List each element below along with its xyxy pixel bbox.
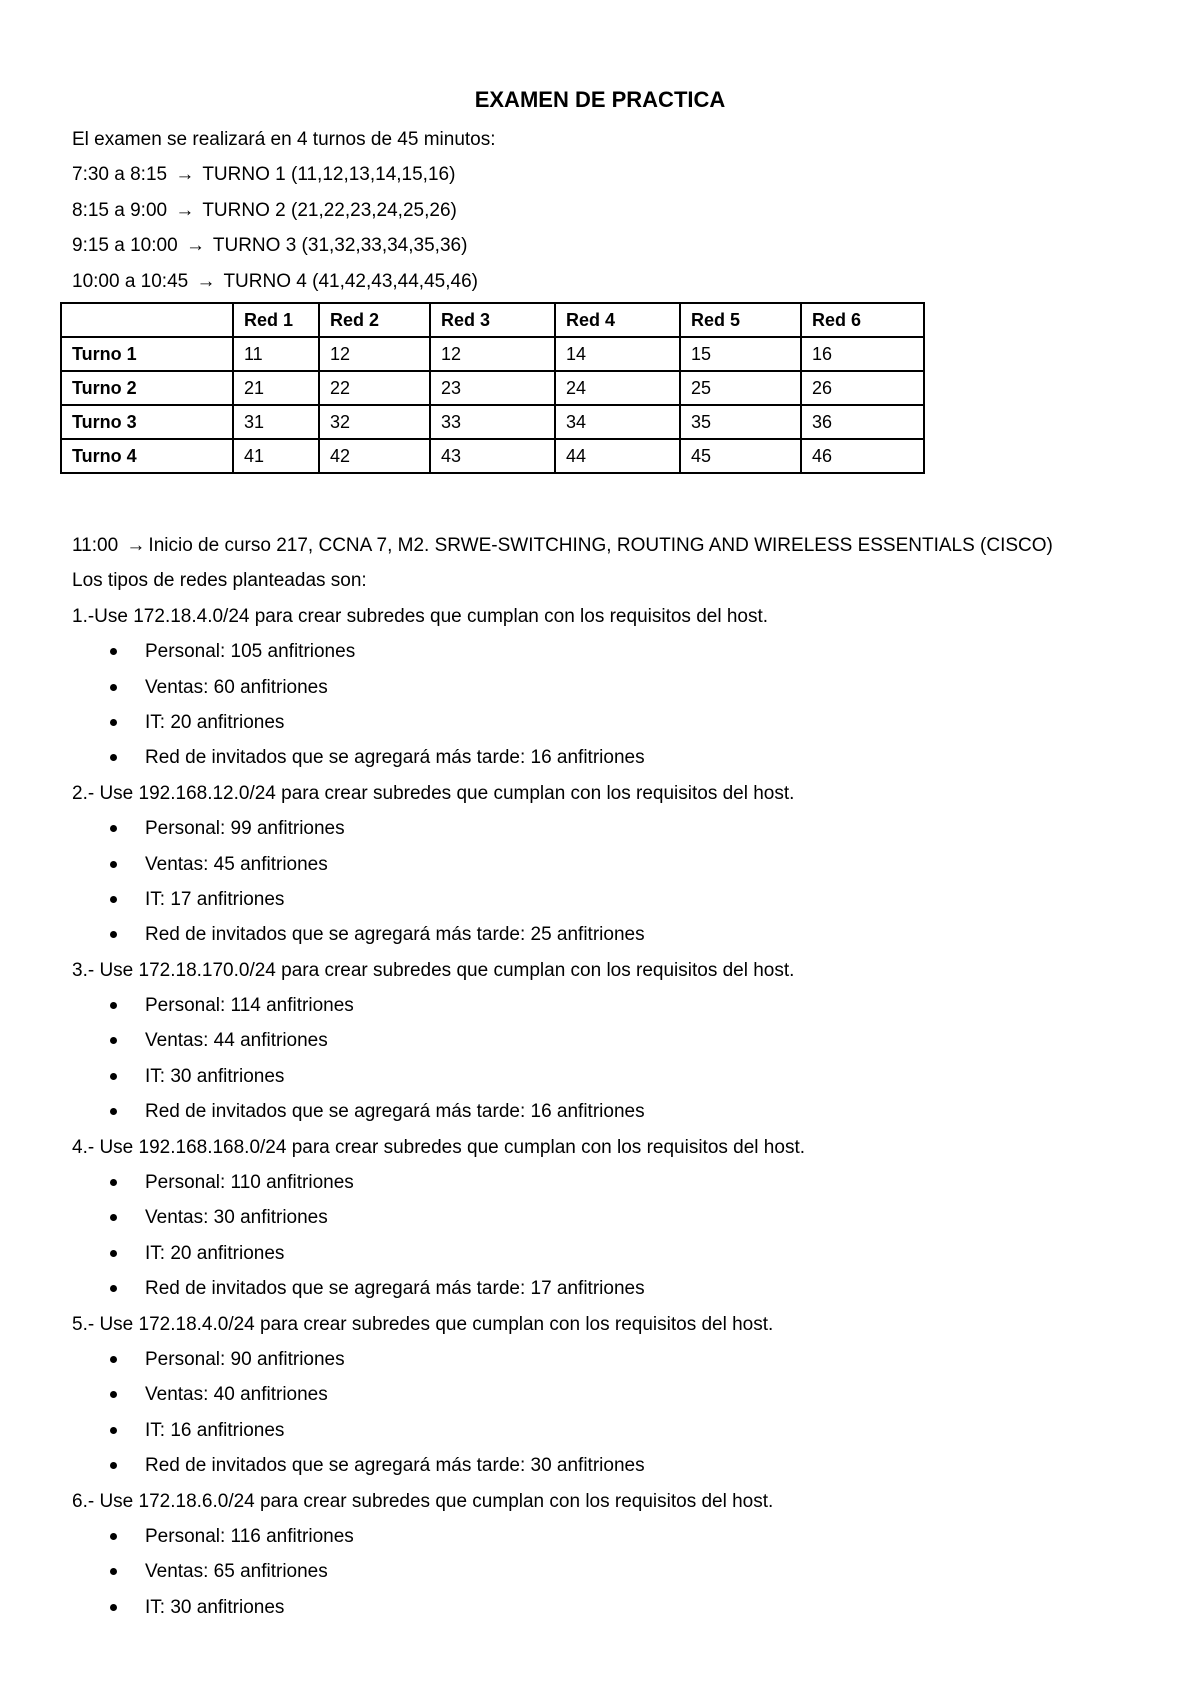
table-cell: 42 [319, 439, 430, 473]
table-row-label: Turno 1 [61, 337, 233, 371]
network-heading: 4.- Use 192.168.168.0/24 para crear subredes que cumplan con los requisitos del host. [72, 1136, 806, 1158]
arrow-right-icon: → [196, 270, 216, 292]
list-item: Ventas: 60 anfitriones [72, 670, 1053, 705]
list-item: Personal: 114 anfitriones [72, 988, 1053, 1023]
list-item: Red de invitados que se agregará más tarde: 16 anfitriones [72, 1094, 1053, 1129]
bullet-icon [110, 1604, 117, 1611]
schedule-line [72, 228, 496, 263]
schedule-time: 7:30 a 8:15 [72, 164, 168, 186]
table-cell: 35 [680, 405, 801, 439]
table-cell: 41 [233, 439, 319, 473]
table-cell: 16 [801, 337, 924, 371]
list-item: IT: 17 anfitriones [72, 882, 1053, 917]
network-heading: 5.- Use 172.18.4.0/24 para crear subredes que cumplan con los requisitos del host. [72, 1313, 774, 1335]
table-cell: 43 [430, 439, 555, 473]
list-item: IT: 30 anfitriones [72, 1059, 1053, 1094]
page-title: EXAMEN DE PRACTICA [474, 87, 726, 112]
schedule-turn: TURNO 4 (41,42,43,44,45,46) [223, 270, 478, 292]
table-cell: 15 [680, 337, 801, 371]
bullet-icon [110, 931, 117, 938]
list-item: Red de invitados que se agregará más tarde: 30 anfitriones [72, 1448, 1053, 1483]
table-header-cell: Red 3 [430, 303, 555, 337]
networks-intro: Los tipos de redes planteadas son: [72, 570, 367, 592]
list-item: Personal: 116 anfitriones [72, 1519, 1053, 1554]
table-header-cell: Red 5 [680, 303, 801, 337]
arrow-right-icon: → [175, 164, 195, 186]
table-cell: 44 [555, 439, 680, 473]
table-row [61, 337, 924, 371]
table-cell: 14 [555, 337, 680, 371]
table-header-cell: Red 4 [555, 303, 680, 337]
table-row [61, 405, 924, 439]
bullet-icon [110, 861, 117, 868]
exam-intro [72, 122, 496, 299]
list-item: Personal: 105 anfitriones [72, 634, 1053, 669]
course-time: 11:00 [72, 535, 119, 556]
table-row [61, 439, 924, 473]
list-item: Ventas: 65 anfitriones [72, 1554, 1053, 1589]
list-item: Ventas: 44 anfitriones [72, 1023, 1053, 1058]
bullet-icon [110, 1568, 117, 1575]
schedule-line [72, 264, 496, 299]
table-cell: 45 [680, 439, 801, 473]
table-cell: 25 [680, 371, 801, 405]
shift-network-table [60, 302, 925, 474]
bullet-icon [110, 1462, 117, 1469]
table-cell: 34 [555, 405, 680, 439]
table-cell: 21 [233, 371, 319, 405]
bullet-icon [110, 754, 117, 761]
bullet-icon [110, 1002, 117, 1009]
table-cell: 23 [430, 371, 555, 405]
bullet-icon [110, 684, 117, 691]
bullet-icon [110, 825, 117, 832]
bullet-icon [110, 1533, 117, 1540]
schedule-turn: TURNO 3 (31,32,33,34,35,36) [212, 235, 468, 257]
table-row-label: Turno 2 [61, 371, 233, 405]
network-heading: 6.- Use 172.18.6.0/24 para crear subredes que cumplan con los requisitos del host. [72, 1490, 774, 1512]
schedule-turn: TURNO 2 (21,22,23,24,25,26) [202, 199, 457, 221]
table-header-cell: Red 6 [801, 303, 924, 337]
bullet-icon [110, 1037, 117, 1044]
table-cell: 31 [233, 405, 319, 439]
list-item: Red de invitados que se agregará más tarde: 25 anfitriones [72, 917, 1053, 952]
bullet-icon [110, 1250, 117, 1257]
list-item: IT: 30 anfitriones [72, 1590, 1053, 1625]
bullet-icon [110, 1073, 117, 1080]
table-header-cell: Red 2 [319, 303, 430, 337]
bullet-icon [110, 1108, 117, 1115]
list-item: Ventas: 45 anfitriones [72, 847, 1053, 882]
table-cell: 33 [430, 405, 555, 439]
schedule-line [72, 193, 496, 228]
list-item: Personal: 99 anfitriones [72, 811, 1053, 846]
arrow-right-icon: → [175, 199, 195, 221]
course-and-networks [72, 528, 1053, 1625]
bullet-icon [110, 1285, 117, 1292]
intro-line: El examen se realizará en 4 turnos de 45 minutos: [72, 129, 496, 150]
table-row-label: Turno 4 [61, 439, 233, 473]
bullet-icon [110, 648, 117, 655]
schedule-time: 10:00 a 10:45 [72, 270, 189, 292]
list-item: Ventas: 30 anfitriones [72, 1200, 1053, 1235]
table-cell: 12 [430, 337, 555, 371]
list-item: Personal: 90 anfitriones [72, 1342, 1053, 1377]
table-cell: 26 [801, 371, 924, 405]
bullet-icon [110, 1427, 117, 1434]
table-cell: 32 [319, 405, 430, 439]
bullet-icon [110, 1214, 117, 1221]
table-cell: 12 [319, 337, 430, 371]
bullet-icon [110, 1356, 117, 1363]
table-row-label: Turno 3 [61, 405, 233, 439]
bullet-icon [110, 1179, 117, 1186]
table-cell: 11 [233, 337, 319, 371]
bullet-icon [110, 1391, 117, 1398]
list-item: IT: 20 anfitriones [72, 705, 1053, 740]
list-item: IT: 16 anfitriones [72, 1413, 1053, 1448]
table-cell: 46 [801, 439, 924, 473]
network-heading: 3.- Use 172.18.170.0/24 para crear subredes que cumplan con los requisitos del host. [72, 959, 795, 981]
table-cell: 36 [801, 405, 924, 439]
arrow-right-icon: → [185, 235, 205, 257]
bullet-icon [110, 896, 117, 903]
course-line [72, 528, 1053, 563]
table-cell: 24 [555, 371, 680, 405]
schedule-time: 8:15 a 9:00 [72, 199, 168, 221]
network-heading: 1.-Use 172.18.4.0/24 para crear subredes que cumplan con los requisitos del host. [72, 605, 769, 627]
table-cell: 22 [319, 371, 430, 405]
schedule-time: 9:15 a 10:00 [72, 235, 178, 257]
table-header-cell [61, 303, 233, 337]
arrow-right-icon: → [126, 535, 146, 556]
course-text: Inicio de curso 217, CCNA 7, M2. SRWE-SWITCHING, ROUTING AND WIRELESS ESSENTIALS (CISCO) [148, 535, 1053, 556]
list-item: Red de invitados que se agregará más tarde: 16 anfitriones [72, 740, 1053, 775]
table-header-row [61, 303, 924, 337]
bullet-icon [110, 719, 117, 726]
network-heading: 2.- Use 192.168.12.0/24 para crear subredes que cumplan con los requisitos del host. [72, 782, 795, 804]
table-row [61, 371, 924, 405]
schedule-line [72, 157, 496, 192]
list-item: IT: 20 anfitriones [72, 1236, 1053, 1271]
schedule-turn: TURNO 1 (11,12,13,14,15,16) [202, 164, 456, 186]
list-item: Red de invitados que se agregará más tarde: 17 anfitriones [72, 1271, 1053, 1306]
list-item: Personal: 110 anfitriones [72, 1165, 1053, 1200]
table-header-cell: Red 1 [233, 303, 319, 337]
list-item: Ventas: 40 anfitriones [72, 1377, 1053, 1412]
